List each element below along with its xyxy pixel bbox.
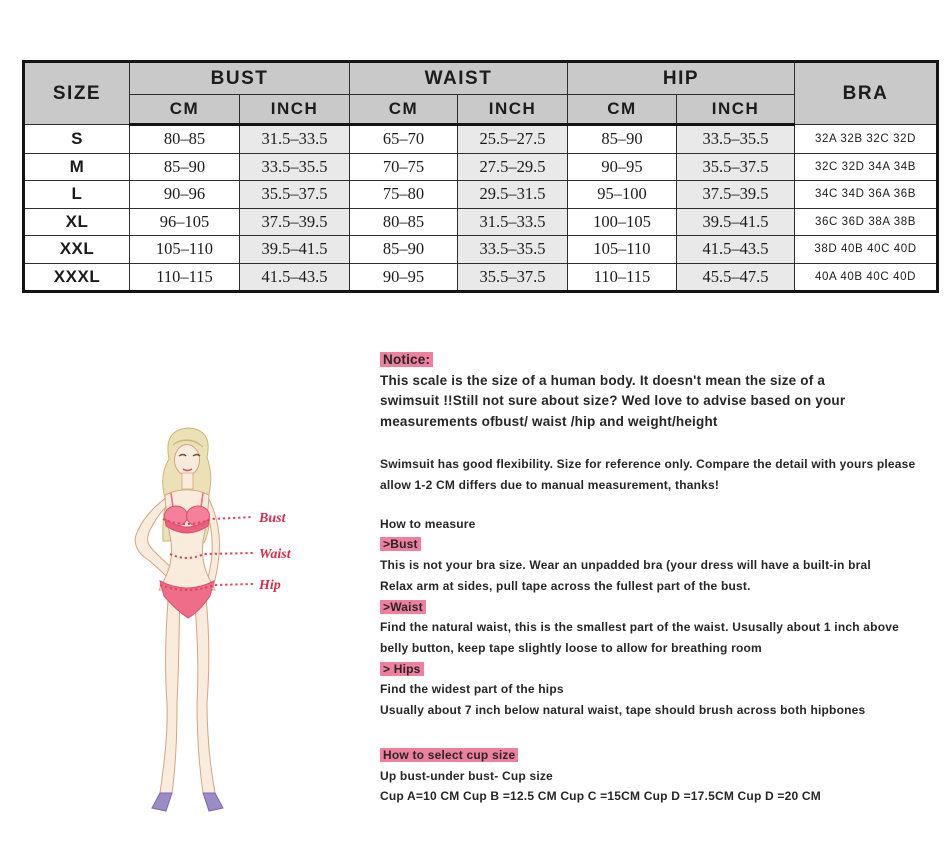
waist-label: Waist [259, 547, 291, 562]
neck [182, 473, 193, 489]
flexibility-line: Swimsuit has good flexibility. Size for reference only. Compare the detail with yours please [380, 457, 916, 472]
waist-cm-value: 90–95 [350, 263, 458, 292]
waist-inch-value: 31.5–33.5 [458, 208, 568, 236]
right-shoe [203, 793, 223, 811]
subheader-waist-inch: INCH [458, 95, 568, 125]
bust-cm-value: 85–90 [130, 153, 240, 181]
col-header-waist: WAIST [350, 62, 568, 95]
waist-inch-value: 29.5–31.5 [458, 181, 568, 209]
col-header-bra: BRA [795, 62, 938, 125]
table-row-xxxl [24, 263, 938, 292]
table-row-l [24, 181, 938, 209]
table-row-xxl [24, 236, 938, 264]
left-leg [160, 588, 180, 793]
how-to-measure-heading: How to measure [380, 516, 476, 531]
bust-heading [380, 534, 940, 555]
cup-size-heading-highlight: How to select cup size [380, 748, 518, 762]
waist-cm-value: 75–80 [350, 181, 458, 209]
notice-heading [380, 350, 940, 371]
waist-inch-value: 25.5–27.5 [458, 125, 568, 154]
col-header-bust: BUST [130, 62, 350, 95]
bust-cm-value: 90–96 [130, 181, 240, 209]
hip-inch-value: 37.5–39.5 [677, 181, 795, 209]
size-label: L [24, 181, 130, 209]
how-to-measure-section [380, 514, 940, 721]
hips-instruction: Find the widest part of the hips [380, 682, 564, 697]
bra-value: 38D 40B 40C 40D [795, 236, 938, 264]
subheader-waist-cm: CM [350, 95, 458, 125]
bust-inch-value: 41.5–43.5 [240, 263, 350, 292]
waist-inch-value: 27.5–29.5 [458, 153, 568, 181]
waist-cm-value: 70–75 [350, 153, 458, 181]
waist-instruction: belly button, keep tape slightly loose to allow for breathing room [380, 641, 762, 655]
hips-heading-highlight: > Hips [380, 662, 424, 676]
hip-cm-value: 105–110 [568, 236, 677, 264]
bust-inch-value: 33.5–35.5 [240, 153, 350, 181]
notice-line: swimsuit !!Still not sure about size? Wed love to advise based on your [380, 393, 846, 409]
hip-inch-value: 33.5–35.5 [677, 125, 795, 154]
left-shoe [152, 793, 172, 811]
notice-section [380, 350, 940, 432]
right-leg [194, 588, 215, 793]
size-label: S [24, 125, 130, 154]
waist-cm-value: 65–70 [350, 125, 458, 154]
size-chart [22, 60, 939, 293]
bra-value: 32A 32B 32C 32D [795, 125, 938, 154]
hip-cm-value: 90–95 [568, 153, 677, 181]
waist-inch-value: 35.5–37.5 [458, 263, 568, 292]
bust-cm-value: 80–85 [130, 125, 240, 154]
hip-cm-value: 95–100 [568, 181, 677, 209]
hip-inch-value: 45.5–47.5 [677, 263, 795, 292]
bust-inch-value: 35.5–37.5 [240, 181, 350, 209]
subheader-bust-cm: CM [130, 95, 240, 125]
bra-value: 34C 34D 36A 36B [795, 181, 938, 209]
subheader-hip-cm: CM [568, 95, 677, 125]
size-label: XL [24, 208, 130, 236]
waist-cm-value: 85–90 [350, 236, 458, 264]
table-row-s [24, 125, 938, 154]
size-label: XXL [24, 236, 130, 264]
notice-line: This scale is the size of a human body. It doesn't mean the size of a [380, 372, 826, 388]
cup-size-heading [380, 745, 940, 766]
waist-instruction: Find the natural waist, this is the smallest part of the waist. Ususally about 1 inch above [380, 620, 899, 635]
bust-cm-value: 96–105 [130, 208, 240, 236]
hip-inch-value: 41.5–43.5 [677, 236, 795, 264]
waist-heading [380, 597, 940, 618]
hips-instruction: Usually about 7 inch below natural waist, tape should brush across both hipbones [380, 703, 866, 718]
hip-label: Hip [259, 578, 281, 593]
subheader-hip-inch: INCH [677, 95, 795, 125]
bust-inch-value: 37.5–39.5 [240, 208, 350, 236]
cup-size-instruction: Up bust-under bust- Cup size [380, 768, 553, 783]
bust-label: Bust [259, 511, 286, 526]
hip-cm-value: 85–90 [568, 125, 677, 154]
size-chart-table [22, 60, 939, 293]
cup-size-instruction: Cup A=10 CM Cup B =12.5 CM Cup C =15CM Cup D =17.5CM Cup D =20 CM [380, 789, 821, 804]
measurement-figure [113, 423, 353, 823]
subheader-bust-inch: INCH [240, 95, 350, 125]
bust-heading-highlight: >Bust [380, 537, 421, 551]
hip-cm-value: 100–105 [568, 208, 677, 236]
body-sketch-illustration [113, 423, 353, 823]
bra-value: 36C 36D 38A 38B [795, 208, 938, 236]
bust-cm-value: 105–110 [130, 236, 240, 264]
flexibility-line: allow 1-2 CM differs due to manual measurement, thanks! [380, 478, 720, 493]
bust-cm-value: 110–115 [130, 263, 240, 292]
table-row-xl [24, 208, 938, 236]
col-header-size: SIZE [24, 62, 130, 125]
col-header-hip: HIP [568, 62, 795, 95]
table-row-m [24, 153, 938, 181]
bust-inch-value: 31.5–33.5 [240, 125, 350, 154]
hip-inch-value: 35.5–37.5 [677, 153, 795, 181]
bra-value: 40A 40B 40C 40D [795, 263, 938, 292]
measuring-guide [380, 350, 940, 807]
cup-size-section [380, 745, 940, 807]
waist-inch-value: 33.5–35.5 [458, 236, 568, 264]
notice-line: measurements ofbust/ waist /hip and weight/height [380, 413, 718, 429]
flexibility-note [380, 454, 940, 495]
bust-instruction: This is not your bra size. Wear an unpadded bra (your dress will have a built-in bral [380, 558, 871, 573]
bust-inch-value: 39.5–41.5 [240, 236, 350, 264]
size-label: XXXL [24, 263, 130, 292]
size-label: M [24, 153, 130, 181]
hip-inch-value: 39.5–41.5 [677, 208, 795, 236]
hips-heading [380, 659, 940, 680]
notice-heading-highlight: Notice: [380, 352, 433, 367]
waist-heading-highlight: >Waist [380, 600, 426, 614]
waist-cm-value: 80–85 [350, 208, 458, 236]
bra-value: 32C 32D 34A 34B [795, 153, 938, 181]
hip-cm-value: 110–115 [568, 263, 677, 292]
bust-instruction: Relax arm at sides, pull tape across the fullest part of the bust. [380, 578, 751, 593]
